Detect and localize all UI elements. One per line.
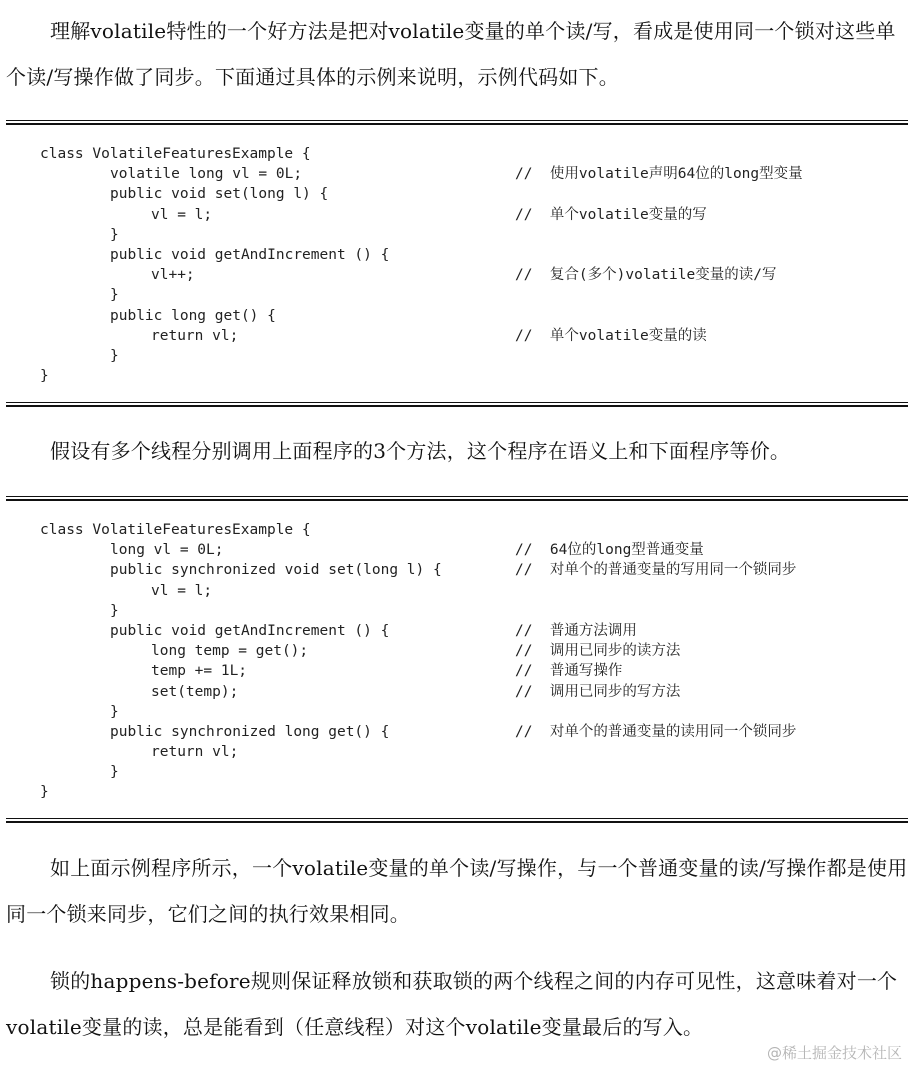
- paragraph-conclusion: 如上面示例程序所示，一个volatile变量的单个读/写操作，与一个普通变量的读/写操作都是使用同一个锁来同步，它们之间的执行效果相同。: [6, 856, 908, 926]
- code-line: [40, 326, 900, 346]
- code-line: [40, 702, 900, 722]
- code-line: [40, 742, 900, 762]
- code-comment: // 复合(多个)volatile变量的读/写: [515, 267, 777, 284]
- code-comment: // 单个volatile变量的写: [515, 206, 707, 223]
- code-comment: // 调用已同步的写方法: [515, 683, 681, 700]
- code-text: volatile long vl = 0L;: [110, 166, 303, 183]
- code-comment: // 使用volatile声明64位的long型变量: [515, 166, 803, 183]
- code-line: [40, 722, 900, 742]
- code-text: public synchronized void set(long l) {: [110, 562, 442, 579]
- code-text: long vl = 0L;: [110, 542, 224, 559]
- code-text: class VolatileFeaturesExample {: [40, 146, 311, 162]
- code-text: return vl;: [151, 327, 239, 344]
- code-line: [40, 682, 900, 702]
- code-text: }: [40, 368, 49, 385]
- code-text: temp += 1L;: [151, 663, 248, 680]
- code-text: vl = l;: [151, 582, 213, 599]
- code-text: public void set(long l) {: [110, 186, 329, 203]
- code-text: }: [110, 287, 119, 304]
- code-line: [40, 661, 900, 681]
- code-line: [40, 782, 900, 802]
- code-text: }: [110, 226, 119, 243]
- code-comment: // 单个volatile变量的读: [515, 327, 707, 344]
- code-line: [40, 581, 900, 601]
- code-line: [40, 184, 900, 204]
- paragraph-equivalence: 假设有多个线程分别调用上面程序的3个方法，这个程序在语义上和下面程序等价。: [50, 439, 791, 463]
- code-line: [40, 366, 900, 386]
- code-line: [40, 621, 900, 641]
- code-block-synchronized-example: [40, 520, 900, 803]
- code-line: [40, 285, 900, 305]
- code-text: vl = l;: [151, 206, 213, 223]
- paragraph-intro: 理解volatile特性的一个好方法是把对volatile变量的单个读/写，看成是使用同一个锁对这些单个读/写操作做了同步。下面通过具体的示例来说明，示例代码如下。: [6, 19, 896, 89]
- code-text: }: [40, 784, 49, 801]
- code-text: }: [110, 703, 119, 720]
- code-line: [40, 560, 900, 580]
- code-block-bottom-rule: [6, 402, 908, 407]
- code-text: public synchronized long get() {: [110, 723, 390, 740]
- code-block-top-rule: [6, 496, 908, 501]
- code-line: [40, 346, 900, 366]
- code-text: public void getAndIncrement () {: [110, 246, 390, 263]
- code-text: set(temp);: [151, 683, 239, 700]
- code-text: }: [110, 764, 119, 781]
- code-line: [40, 205, 900, 225]
- code-block-bottom-rule: [6, 818, 908, 823]
- code-comment: // 对单个的普通变量的读用同一个锁同步: [515, 723, 797, 740]
- watermark: @稀土掘金技术社区: [766, 1044, 902, 1062]
- code-text: public long get() {: [110, 307, 276, 324]
- code-text: return vl;: [151, 744, 239, 761]
- code-line: [40, 306, 900, 326]
- code-text: }: [110, 347, 119, 364]
- code-comment: // 对单个的普通变量的写用同一个锁同步: [515, 562, 797, 579]
- code-text: vl++;: [151, 267, 195, 284]
- code-comment: // 调用已同步的读方法: [515, 643, 681, 660]
- code-line: [40, 601, 900, 621]
- code-text: public void getAndIncrement () {: [110, 622, 390, 639]
- code-line: [40, 762, 900, 782]
- code-block-volatile-example: [40, 144, 900, 386]
- code-line: [40, 245, 900, 265]
- code-comment: // 普通写操作: [515, 663, 623, 680]
- code-comment: // 普通方法调用: [515, 622, 637, 639]
- code-text: }: [110, 602, 119, 619]
- code-line: [40, 540, 900, 560]
- code-text: long temp = get();: [151, 643, 309, 660]
- code-line: [40, 225, 900, 245]
- code-text: class VolatileFeaturesExample {: [40, 522, 311, 538]
- code-line: [40, 144, 900, 164]
- code-line: [40, 265, 900, 285]
- code-line: [40, 520, 900, 540]
- code-block-top-rule: [6, 120, 908, 125]
- code-comment: // 64位的long型普通变量: [515, 542, 704, 559]
- paragraph-happens-before: 锁的happens-before规则保证释放锁和获取锁的两个线程之间的内存可见性，这意味着对一个volatile变量的读，总是能看到（任意线程）对这个volatile变量最后的写入。: [6, 969, 898, 1039]
- code-line: [40, 641, 900, 661]
- code-line: [40, 164, 900, 184]
